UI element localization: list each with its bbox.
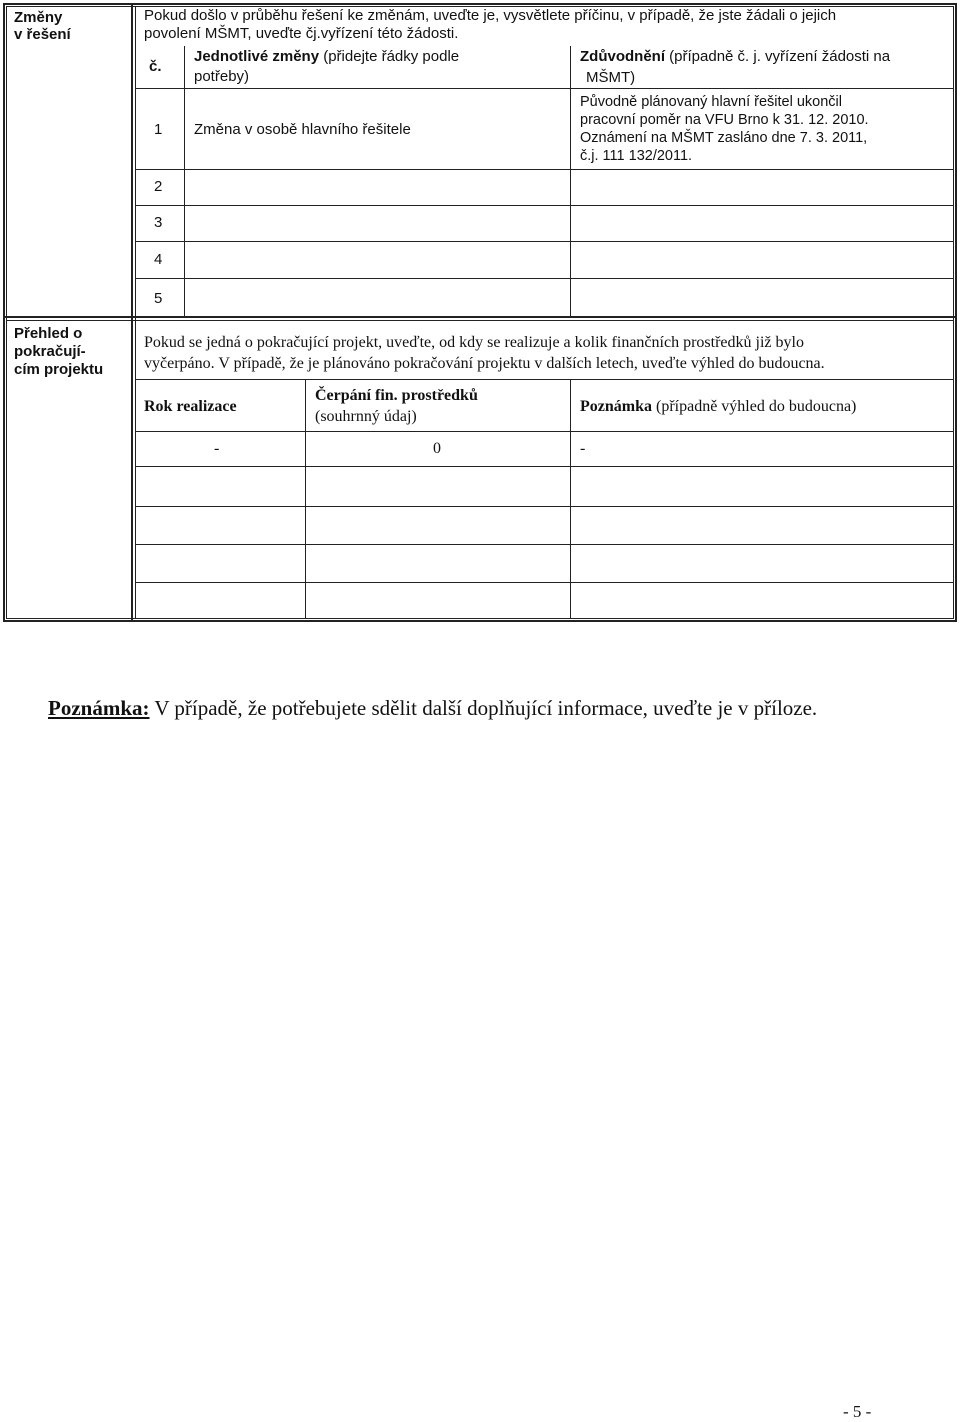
overview-row-divider-4 [135,582,954,583]
overview-top-divider [135,379,954,380]
changes-row-reason-line1: Původně plánovaný hlavní řešitel ukončil [580,94,842,110]
footnote [48,695,817,721]
changes-col-reason-header-line2: MŠMT) [586,69,636,86]
footnote-text: V případě, že potřebujete sdělit další doplňující informace, uveďte je v příloze. [149,696,818,720]
overview-row-spend: 0 [433,440,441,457]
changes-row-reason-line4: č.j. 111 132/2011. [580,148,693,164]
section-overview-label-line1: Přehled o [14,325,83,342]
section-divider-inner [6,320,954,321]
section-overview-label-line2: pokračují- [14,343,86,360]
changes-col-divider-2 [570,46,571,316]
overview-col-spend-header-line2: (souhrnný údaj) [315,408,417,425]
label-column-divider-inner [135,6,136,619]
overview-col-year-header: Rok realizace [144,398,237,415]
overview-col-divider-2 [570,379,571,619]
changes-row-number: 4 [154,251,163,268]
overview-row-divider-2 [135,506,954,507]
changes-col-changes-header: Jednotlivé změny (přidejte řádky podle [194,48,460,65]
changes-col-changes-header-line2: potřeby) [194,68,250,85]
overview-col-note-header: Poznámka (případně výhled do budoucna) [580,398,857,415]
overview-row-divider-3 [135,544,954,545]
section-changes-label-line2: v řešení [14,26,71,43]
overview-intro-line1: Pokud se jedná o pokračující projekt, uveďte, od kdy se realizuje a kolik finančních prostředků již bylo [144,334,804,351]
changes-row-divider-4 [135,278,954,279]
changes-row-divider-1 [135,169,954,170]
changes-row-number: 3 [154,214,163,231]
changes-row-reason-line3: Oznámení na MŠMT zasláno dne 7. 3. 2011, [580,130,868,146]
overview-row-year: - [214,440,220,457]
changes-row-divider-3 [135,241,954,242]
changes-intro-line2: povolení MŠMT, uveďte čj.vyřízení této žádosti. [144,25,459,42]
overview-col-divider-1 [305,379,306,619]
overview-intro-line2: vyčerpáno. V případě, že je plánováno pokračování projektu v dalších letech, uveďte výhled do budoucna. [144,355,825,372]
overview-row-note: - [580,440,586,457]
changes-col-reason-header: Zdůvodnění (případně č. j. vyřízení žádosti na [580,48,891,65]
changes-row-number: 1 [154,121,163,138]
changes-row-divider-2 [135,205,954,206]
changes-row-number: 5 [154,290,163,307]
changes-intro-line1: Pokud došlo v průběhu řešení ke změnám, uveďte je, vysvětlete příčinu, v případě, že jste žádali o jejich [144,7,837,24]
changes-row-reason-line2: pracovní poměr na VFU Brno k 31. 12. 2010. [580,112,869,128]
section-divider [3,316,957,318]
changes-row-change: Změna v osobě hlavního řešitele [194,121,411,138]
section-changes-label-line1: Změny [14,9,63,26]
changes-header-divider [135,88,954,89]
overview-row-divider-1 [135,466,954,467]
page-number: - 5 - [843,1402,872,1421]
overview-header-divider [135,431,954,432]
changes-row-number: 2 [154,178,163,195]
changes-col-divider-1 [184,46,185,316]
label-column-divider [131,3,133,622]
changes-col-number-header: č. [149,58,162,75]
section-overview-label-line3: cím projektu [14,361,104,378]
footnote-label: Poznámka: [48,696,150,720]
overview-col-spend-header: Čerpání fin. prostředků [315,387,478,404]
